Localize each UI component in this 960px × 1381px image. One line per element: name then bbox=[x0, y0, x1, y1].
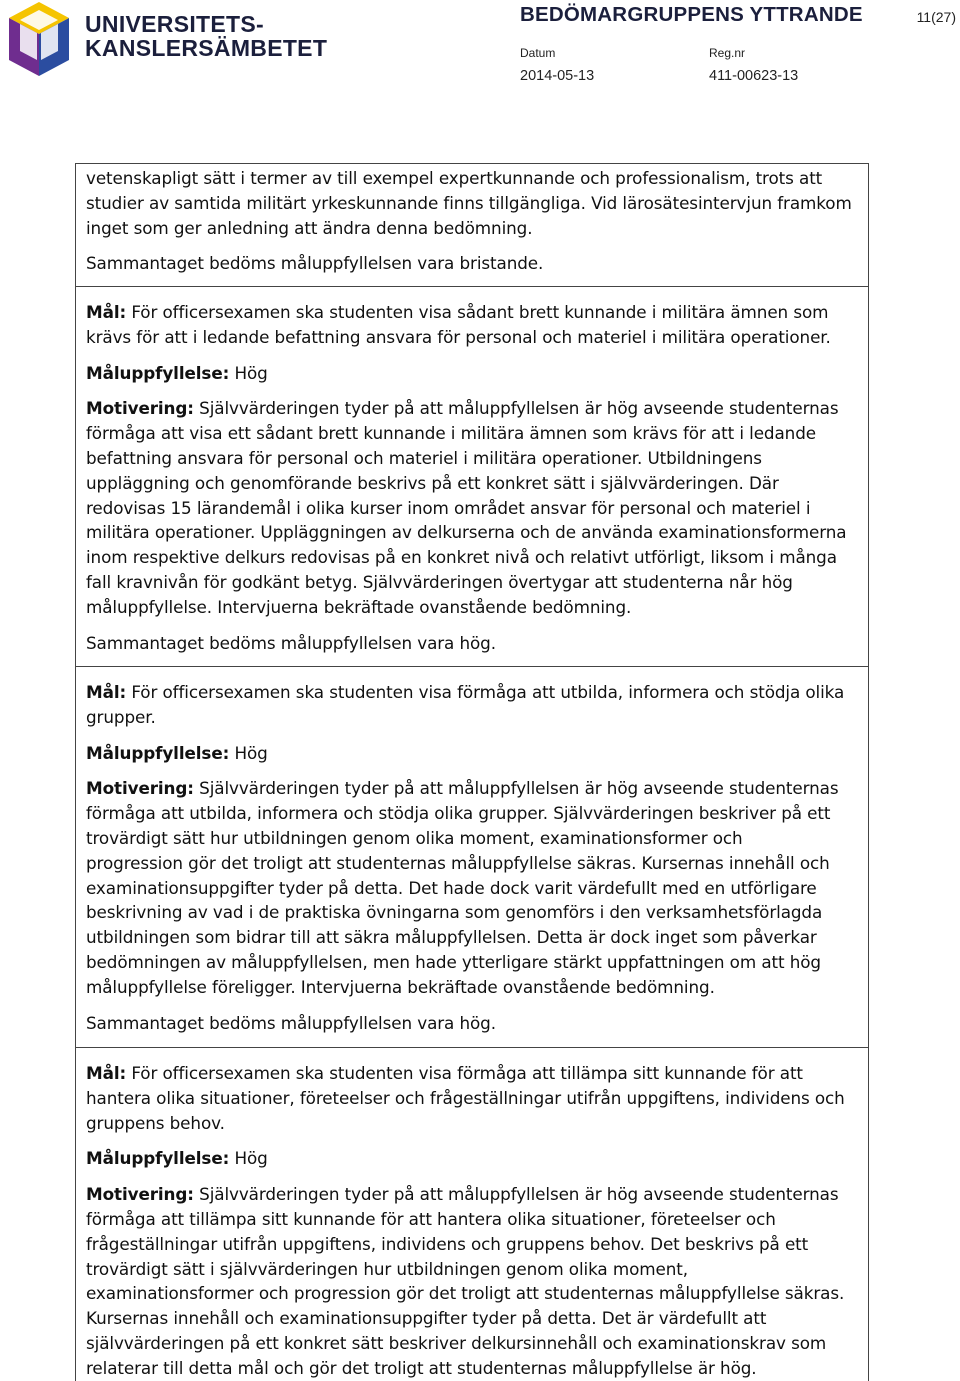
assessment-section-educate-inform bbox=[75, 666, 869, 1048]
motivation-line: examinationsformer och progression gör det troligt att studenternas måluppfyllelse säkras. bbox=[86, 1283, 845, 1304]
cube-logo-icon bbox=[6, 0, 72, 78]
goal-text bbox=[86, 680, 858, 705]
summary-text: Sammantaget bedöms måluppfyllelsen vara bristande. bbox=[86, 253, 544, 274]
goal-text bbox=[86, 300, 858, 325]
date-label: Datum bbox=[520, 46, 556, 60]
date-value: 2014-05-13 bbox=[520, 68, 595, 84]
summary-text: Sammantaget bedöms måluppfyllelsen vara hög. bbox=[86, 1012, 496, 1033]
org-name bbox=[85, 12, 327, 60]
motivation-line: Självvärderingen tyder på att måluppfyllelsen är hög avseende studenternas bbox=[199, 778, 839, 799]
motivation-line: trovärdigt sätt hur utbildningen genom olika moment, examinationsformer och bbox=[86, 827, 743, 848]
body-line: inget som ger anledning att ändra denna bedömning. bbox=[86, 217, 533, 238]
motivation-line: utbildningen som bidrar till att säkra måluppfyllelsen. Detta är dock inget som påverkar bbox=[86, 927, 817, 948]
motivation-line: trovärdigt sätt i självvärderingen hur utbildningen genom olika moment, bbox=[86, 1258, 688, 1279]
goal-label: Mål: bbox=[86, 682, 127, 702]
goal-line: För officersexamen ska studenten visa sådant brett kunnande i militära ämnen som bbox=[131, 302, 829, 322]
goal-text bbox=[86, 1061, 858, 1086]
fulfilment-label: Måluppfyllelse: bbox=[86, 362, 230, 383]
goal-label: Mål: bbox=[86, 1063, 127, 1083]
motivation-line: måluppfyllelse föreligger. Intervjuerna bekräftade ovanstående bedömning. bbox=[86, 976, 715, 997]
fulfilment-value: Hög bbox=[234, 1148, 268, 1169]
motivation-line: befattning ansvara för personal och materiel i militära operationer. Utbildningens bbox=[86, 447, 762, 468]
goal-line: grupper. bbox=[86, 706, 156, 727]
motivation-line: förmåga att visa ett sådant brett kunnande i militära ämnen som krävs för att i ledande bbox=[86, 423, 816, 444]
motivation-line: förmåga att utbilda, informera och stödja olika grupper. Självvärderingen beskriver på ett bbox=[86, 803, 831, 824]
reg-label: Reg.nr bbox=[709, 46, 746, 60]
motivation-line: Självvärderingen tyder på att måluppfyllelsen är hög avseende studenternas bbox=[199, 398, 839, 419]
motivation-line: uppläggning och genomförande beskrivs på ett konkret sätt i självvärderingen. Där bbox=[86, 472, 779, 493]
summary-text: Sammantaget bedöms måluppfyllelsen vara hög. bbox=[86, 632, 496, 653]
motivation-text bbox=[86, 776, 858, 801]
motivation-line: förmåga att tillämpa sitt kunnande för att hantera olika situationer, företeelser och bbox=[86, 1208, 776, 1229]
fulfilment-text bbox=[86, 361, 858, 386]
motivation-line: måluppfyllelse. Intervjuerna bekräftade ovanstående bedömning. bbox=[86, 596, 632, 617]
motivation-line: bedömningen av måluppfyllelsen, men hade ytterligare stärkt uppfattningen om att hög bbox=[86, 951, 821, 972]
motivation-line: självvärderingen på ett konkret sätt beskriver delkursinnehåll och examinationskrav som bbox=[86, 1332, 827, 1353]
page-number: 11(27) bbox=[916, 9, 956, 25]
org-name-line2: KANSLERSÄMBETET bbox=[85, 35, 328, 61]
reg-value: 411-00623-13 bbox=[709, 68, 799, 84]
motivation-line: progression gör det troligt att studenternas måluppfyllelse säkras. Kursernas innehåll och bbox=[86, 852, 830, 873]
fulfilment-text bbox=[86, 1146, 858, 1171]
motivation-line: Självvärderingen tyder på att måluppfyllelsen är hög avseende studenternas bbox=[199, 1184, 839, 1205]
motivation-label: Motivering: bbox=[86, 1184, 194, 1205]
motivation-line: fall kravnivån för godkänt betyg. Självvärderingen övertygar att studenterna når hög bbox=[86, 571, 793, 592]
motivation-label: Motivering: bbox=[86, 778, 194, 799]
motivation-line: redovisas 15 lärandemål i olika kurser inom området ansvar för personal och materiel i bbox=[86, 497, 811, 518]
goal-line: krävs för att i ledande befattning ansvara för personal och materiel i militära operationer. bbox=[86, 326, 831, 347]
motivation-text bbox=[86, 1182, 858, 1207]
fulfilment-label: Måluppfyllelse: bbox=[86, 1148, 230, 1169]
motivation-line: militära operationer. Uppläggningen av delkurserna och de använda examinationsformerna bbox=[86, 522, 847, 543]
motivation-line: relaterar till detta mål och gör det troligt att studenternas måluppfyllelse är hög. bbox=[86, 1357, 757, 1378]
motivation-line: examinationsuppgifter tyder på detta. Det hade dock varit värdefullt med en utförligare bbox=[86, 877, 817, 898]
fulfilment-text bbox=[86, 741, 858, 766]
goal-line: För officersexamen ska studenten visa förmåga att tillämpa sitt kunnande för att bbox=[131, 1063, 803, 1083]
motivation-line: beskrivning av vad i de praktiska övningarna som genomförs i den verksamhetsförlagda bbox=[86, 902, 823, 923]
document-title: BEDÖMARGRUPPENS YTTRANDE bbox=[520, 3, 863, 26]
motivation-label: Motivering: bbox=[86, 398, 194, 419]
motivation-text bbox=[86, 396, 858, 421]
goal-line: gruppens behov. bbox=[86, 1112, 225, 1133]
fulfilment-value: Hög bbox=[234, 362, 268, 383]
assessment-section-apply-knowledge bbox=[75, 1047, 869, 1381]
org-name-line1: UNIVERSITETS- bbox=[85, 11, 264, 37]
goal-line: hantera olika situationer, företeelser och frågeställningar utifrån uppgiftens, individens och bbox=[86, 1087, 845, 1108]
fulfilment-value: Hög bbox=[234, 742, 268, 763]
body-line: vetenskapligt sätt i termer av till exempel expertkunnande och professionalism, trots att bbox=[86, 168, 823, 188]
motivation-line: frågeställningar utifrån uppgiftens, individens och gruppens behov. Det beskrivs på ett bbox=[86, 1233, 809, 1254]
assessment-section-military-knowledge bbox=[75, 286, 869, 667]
fulfilment-label: Måluppfyllelse: bbox=[86, 742, 230, 763]
assessment-section-continued bbox=[75, 163, 869, 287]
motivation-line: Kursernas innehåll och examinationsuppgifter tyder på detta. Det är värdefullt att bbox=[86, 1308, 767, 1329]
goal-line: För officersexamen ska studenten visa förmåga att utbilda, informera och stödja olika bbox=[131, 682, 845, 702]
goal-label: Mål: bbox=[86, 302, 127, 322]
motivation-line: inom respektive delkurs redovisas på en konkret nivå och relativt utförligt, liksom i många bbox=[86, 547, 837, 568]
page-header bbox=[0, 0, 960, 110]
body-line: studier av samtida militärt yrkeskunnande finns tillgängliga. Vid lärosätesintervjun framkom bbox=[86, 192, 852, 213]
